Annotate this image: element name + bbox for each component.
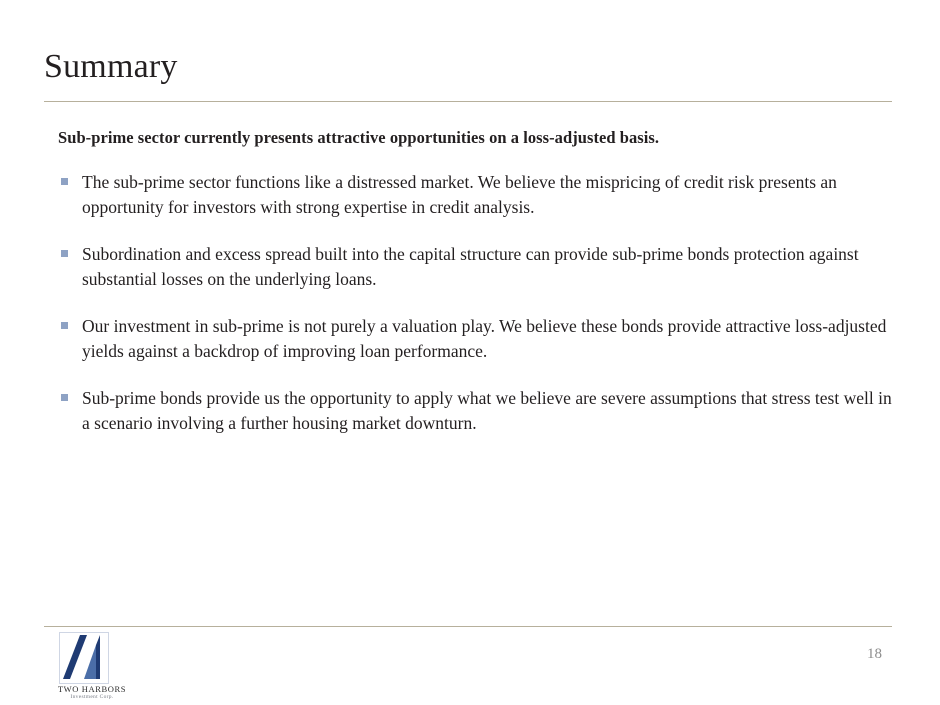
square-bullet-icon (61, 322, 68, 329)
logo-mark-icon (59, 632, 109, 684)
list-item-text: The sub-prime sector functions like a distressed market. We believe the mispricing of credit risk presents an opportunity for investors with strong expertise in credit analysis. (82, 172, 837, 217)
footer-divider (44, 626, 892, 627)
square-bullet-icon (61, 178, 68, 185)
square-bullet-icon (61, 394, 68, 401)
page-title: Summary (44, 48, 178, 85)
logo-company-subtitle: Investment Corp. (70, 694, 114, 700)
logo-company-name: TWO HARBORS (57, 684, 127, 694)
title-divider (44, 101, 892, 102)
list-item-text: Subordination and excess spread built into the capital structure can provide sub-prime bonds protection against substantial losses on the underlying loans. (82, 244, 859, 289)
lead-statement: Sub-prime sector currently presents attractive opportunities on a loss-adjusted basis. (58, 128, 660, 147)
list-item-text: Sub-prime bonds provide us the opportunity to apply what we believe are severe assumptions that stress test well in a scenario involving a further housing market downturn. (82, 388, 892, 433)
list-item (44, 242, 900, 292)
bullet-list (44, 170, 900, 436)
list-item (44, 170, 900, 220)
list-item-text: Our investment in sub-prime is not purely a valuation play. We believe these bonds provide attractive loss-adjusted yields against a backdrop of improving loan performance. (82, 316, 887, 361)
company-logo (44, 632, 140, 700)
slide-content (44, 128, 900, 458)
list-item (44, 386, 900, 436)
square-bullet-icon (61, 250, 68, 257)
page-number: 18 (867, 646, 882, 662)
list-item (44, 314, 900, 364)
